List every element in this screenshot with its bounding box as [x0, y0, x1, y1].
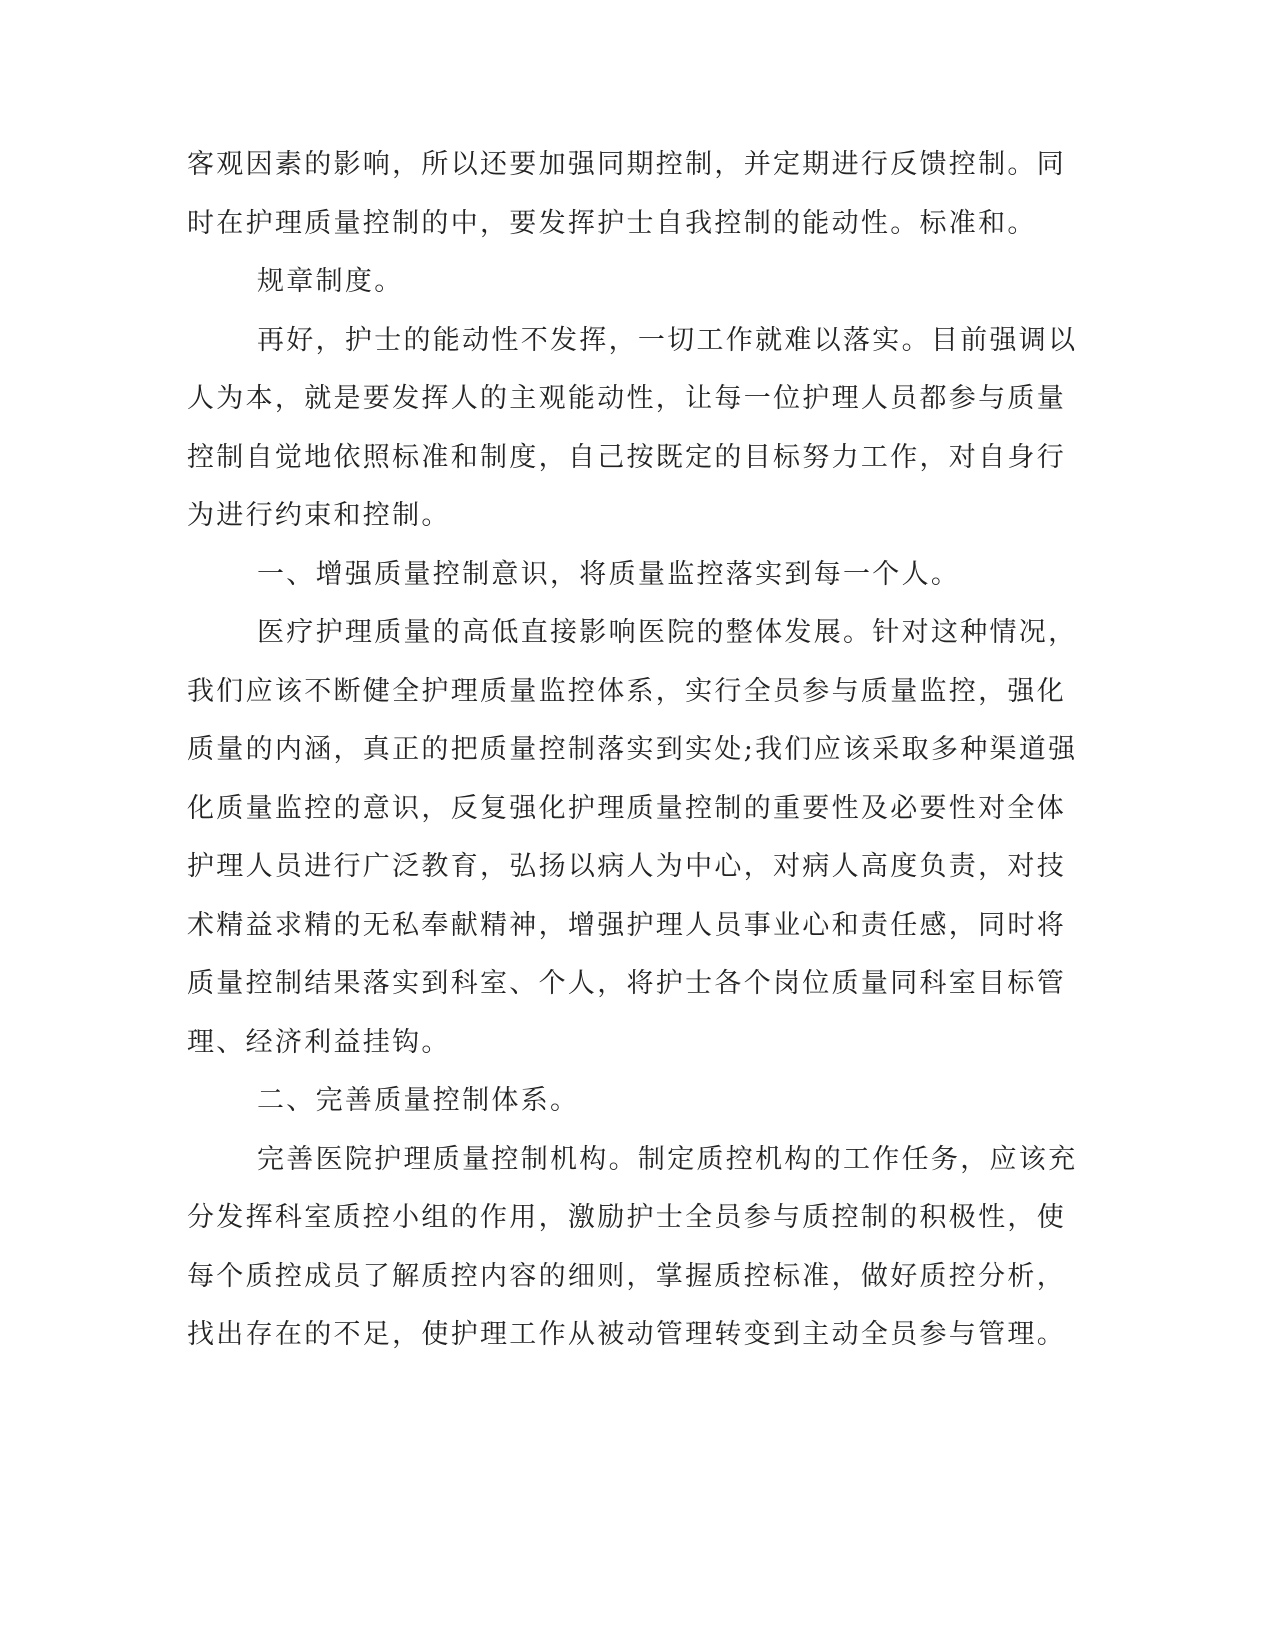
paragraph-control-system: 完善医院护理质量控制机构。制定质控机构的工作任务，应该充分发挥科室质控小组的作用，激励护士全员参与质控制的积极性，使每个质控成员了解质控内容的细则，掌握质控标准，做好质控分析，找出存在的不足，使护理工作从被动管理转变到主动全员参与管理。 — [187, 1143, 1078, 1350]
document-body — [187, 136, 1092, 1365]
section-heading-2: 二、完善质量控制体系。 — [257, 1085, 580, 1116]
paragraph-regulations: 规章制度。 — [257, 266, 404, 297]
paragraph-initiative: 再好，护士的能动性不发挥，一切工作就难以落实。目前强调以人为本，就是要发挥人的主观能动性，让每一位护理人员都参与质量控制自觉地依照标准和制度，自己按既定的目标努力工作，对自身行为进行约束和控制。 — [187, 324, 1078, 531]
section-heading-1: 一、增强质量控制意识，将质量监控落实到每一个人。 — [257, 558, 961, 590]
paragraph-continuation: 客观因素的影响，所以还要加强同期控制，并定期进行反馈控制。同时在护理质量控制的中，要发挥护士自我控制的能动性。标准和。 — [187, 149, 1066, 239]
paragraph-quality-awareness: 医疗护理质量的高低直接影响医院的整体发展。针对这种情况，我们应该不断健全护理质量监控体系，实行全员参与质量监控，强化质量的内涵，真正的把质量控制落实到实处;我们应该采取多种渠道强化质量监控的意识，反复强化护理质量控制的重要性及必要性对全体护理人员进行广泛教育，弘扬以病人为中心，对病人高度负责，对技术精益求精的无私奉献精神，增强护理人员事业心和责任感，同时将质量控制结果落实到科室、个人，将护士各个岗位质量同科室目标管理、经济利益挂钩。 — [187, 617, 1078, 1058]
